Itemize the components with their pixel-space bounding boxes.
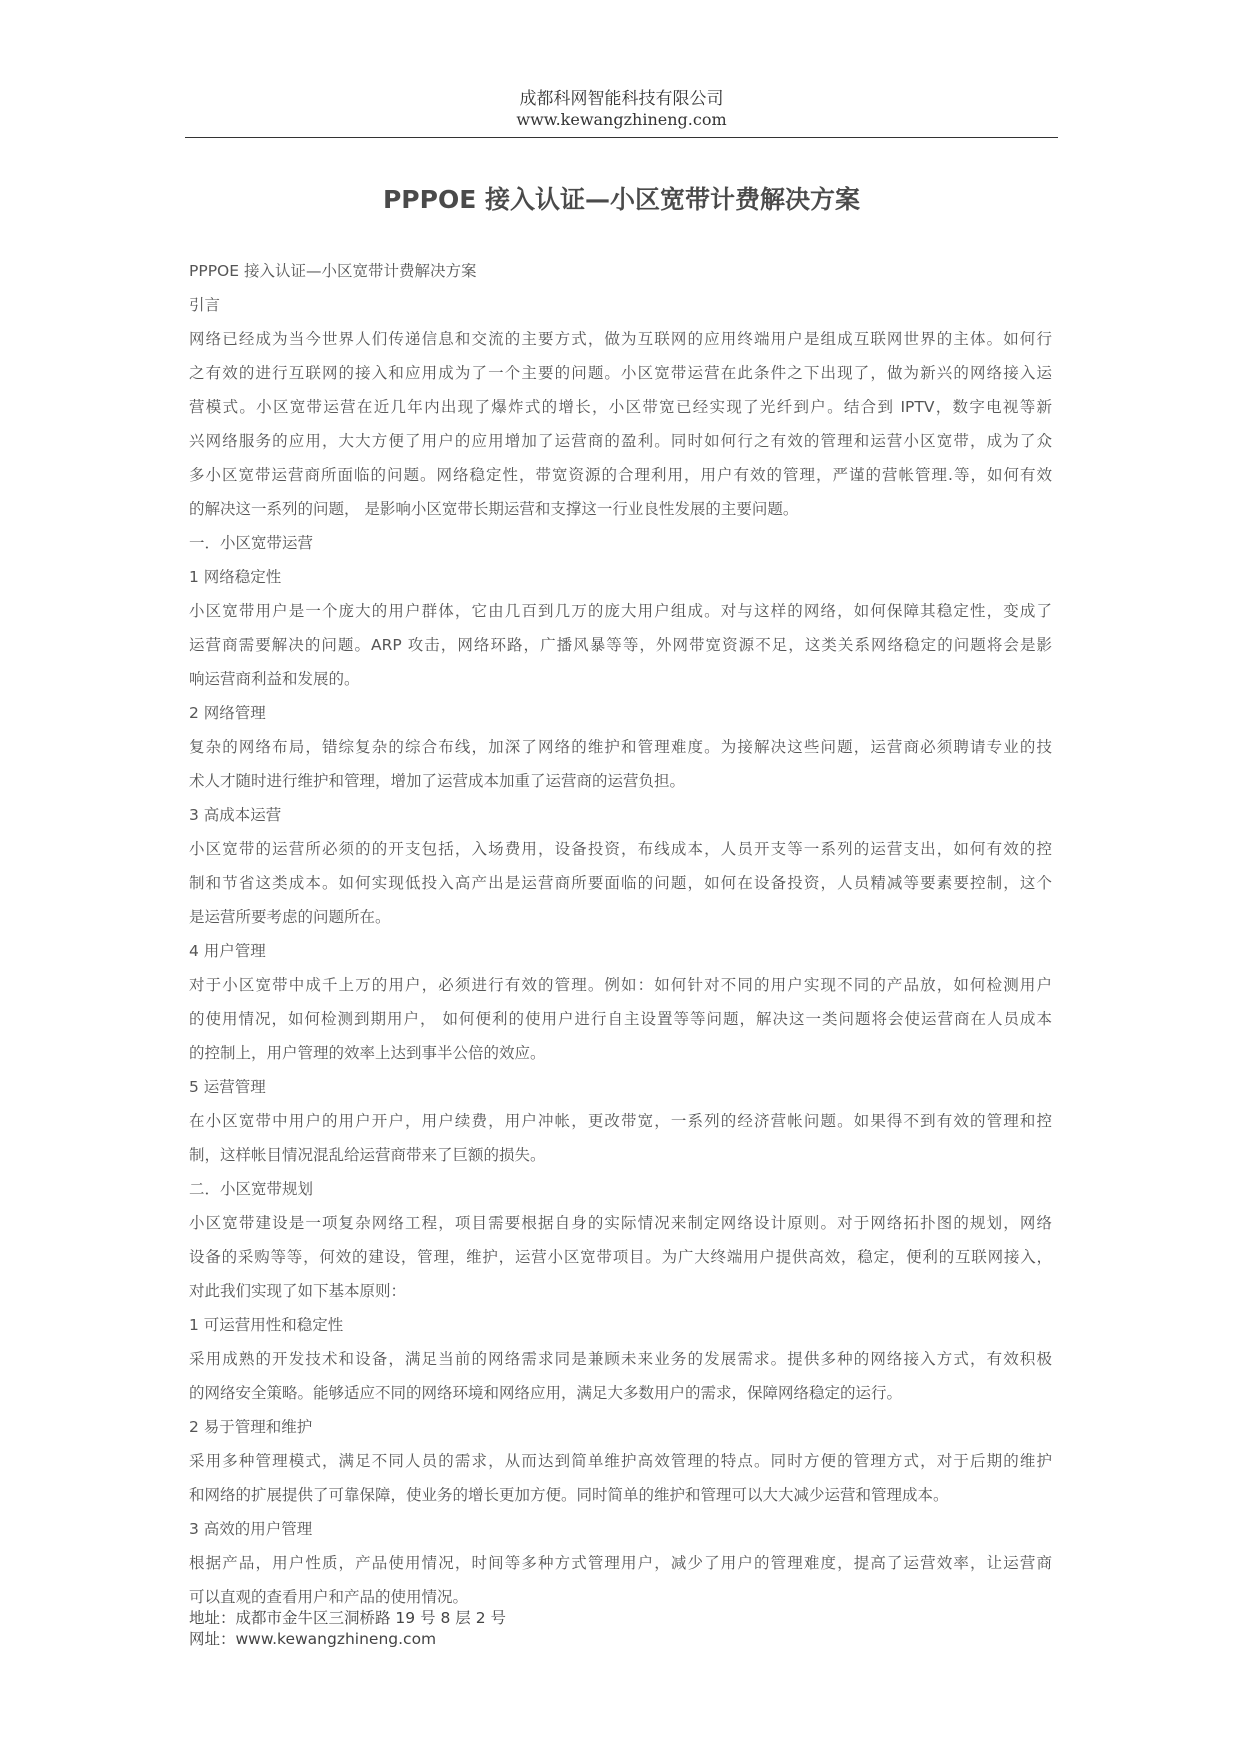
body-line: 3 高效的用户管理 — [189, 1520, 313, 1538]
body-line: 响运营商利益和发展的。 — [189, 670, 360, 688]
page-footer — [189, 1608, 506, 1650]
body-line: 对此我们实现了如下基本原则： — [189, 1282, 407, 1300]
company-website: www.kewangzhineng.com — [516, 110, 727, 129]
body-line: 营模式。小区宽带运营在近几年内出现了爆炸式的增长，小区带宽已经实现了光纤到户。结合到 IPTV，数字电视等新 — [189, 398, 1052, 416]
body-line: 4 用户管理 — [189, 942, 266, 960]
body-line: 2 网络管理 — [189, 704, 266, 722]
body-line: 根据产品，用户性质，产品使用情况，时间等多种方式管理用户，减少了用户的管理难度，提高了运营效率，让运营商 — [189, 1554, 1052, 1572]
body-line: 是运营所要考虑的问题所在。 — [189, 908, 391, 926]
footer-website: 网址：www.kewangzhineng.com — [189, 1630, 437, 1648]
body-line: 对于小区宽带中成千上万的用户，必须进行有效的管理。例如：如何针对不同的用户实现不同的产品放，如何检测用户 — [189, 976, 1052, 994]
footer-address: 地址：成都市金牛区三洞桥路 19 号 8 层 2 号 — [189, 1609, 507, 1627]
body-line: 可以直观的查看用户和产品的使用情况。 — [189, 1588, 469, 1606]
page-header — [185, 88, 1058, 130]
body-line: 2 易于管理和维护 — [189, 1418, 313, 1436]
body-line: 1 可运营用性和稳定性 — [189, 1316, 344, 1334]
body-line: 多小区宽带运营商所面临的问题。网络稳定性，带宽资源的合理利用，用户有效的管理，严谨的营帐管理.等，如何有效 — [189, 466, 1052, 484]
body-line: 小区宽带的运营所必须的的开支包括，入场费用，设备投资，布线成本，人员开支等一系列的运营支出，如何有效的控 — [189, 840, 1052, 858]
body-line: 复杂的网络布局，错综复杂的综合布线，加深了网络的维护和管理难度。为接解决这些问题，运营商必须聘请专业的技 — [189, 738, 1052, 756]
body-line: 兴网络服务的应用，大大方便了用户的应用增加了运营商的盈利。同时如何行之有效的管理和运营小区宽带，成为了众 — [189, 432, 1052, 450]
body-line: 术人才随时进行维护和管理，增加了运营成本加重了运营商的运营负担。 — [189, 772, 686, 790]
document-title: PPPOE 接入认证—小区宽带计费解决方案 — [382, 185, 860, 214]
body-line: 小区宽带建设是一项复杂网络工程，项目需要根据自身的实际情况来制定网络设计原则。对于网络拓扑图的规划，网络 — [189, 1214, 1052, 1232]
body-line: 之有效的进行互联网的接入和应用成为了一个主要的问题。小区宽带运营在此条件之下出现了，做为新兴的网络接入运 — [189, 364, 1052, 382]
body-line: PPPOE 接入认证—小区宽带计费解决方案 — [189, 262, 477, 280]
body-line: 和网络的扩展提供了可靠保障，使业务的增长更加方便。同时简单的维护和管理可以大大减少运营和管理成本。 — [189, 1486, 949, 1504]
body-line: 的解决这一系列的问题， 是影响小区宽带长期运营和支撑这一行业良性发展的主要问题。 — [189, 500, 799, 518]
body-line: 的控制上，用户管理的效率上达到事半公倍的效应。 — [189, 1044, 546, 1062]
body-line: 引言 — [189, 296, 221, 314]
body-line: 小区宽带用户是一个庞大的用户群体，它由几百到几万的庞大用户组成。对与这样的网络，如何保障其稳定性，变成了 — [189, 602, 1052, 620]
body-line: 运营商需要解决的问题。ARP 攻击，网络环路，广播风暴等等，外网带宽资源不足，这类关系网络稳定的问题将会是影 — [189, 636, 1052, 654]
company-name: 成都科网智能科技有限公司 — [519, 89, 724, 109]
body-line: 制，这样帐目情况混乱给运营商带来了巨额的损失。 — [189, 1146, 546, 1164]
body-line: 设备的采购等等，何效的建设，管理，维护，运营小区宽带项目。为广大终端用户提供高效，稳定，便利的互联网接入， — [189, 1248, 1052, 1266]
body-line: 的使用情况，如何检测到期用户， 如何便利的使用户进行自主设置等等问题，解决这一类问题将会使运营商在人员成本 — [189, 1010, 1052, 1028]
body-line: 在小区宽带中用户的用户开户，用户续费，用户冲帐，更改带宽，一系列的经济营帐问题。如果得不到有效的管理和控 — [189, 1112, 1052, 1130]
body-line: 采用多种管理模式，满足不同人员的需求，从而达到简单维护高效管理的特点。同时方便的管理方式，对于后期的维护 — [189, 1452, 1052, 1470]
body-line: 5 运营管理 — [189, 1078, 266, 1096]
body-line: 二．小区宽带规划 — [189, 1180, 314, 1198]
header-divider — [185, 137, 1058, 138]
document-body — [189, 254, 1052, 1614]
body-line: 1 网络稳定性 — [189, 568, 282, 586]
body-line: 制和节省这类成本。如何实现低投入高产出是运营商所要面临的问题，如何在设备投资，人员精减等要素要控制，这个 — [189, 874, 1052, 892]
body-line: 的网络安全策略。能够适应不同的网络环境和网络应用，满足大多数用户的需求，保障网络稳定的运行。 — [189, 1384, 903, 1402]
body-line: 一．小区宽带运营 — [189, 534, 314, 552]
body-line: 网络已经成为当今世界人们传递信息和交流的主要方式，做为互联网的应用终端用户是组成互联网世界的主体。如何行 — [189, 330, 1052, 348]
body-line: 3 高成本运营 — [189, 806, 282, 824]
body-line: 采用成熟的开发技术和设备，满足当前的网络需求同是兼顾未来业务的发展需求。提供多种的网络接入方式，有效积极 — [189, 1350, 1052, 1368]
